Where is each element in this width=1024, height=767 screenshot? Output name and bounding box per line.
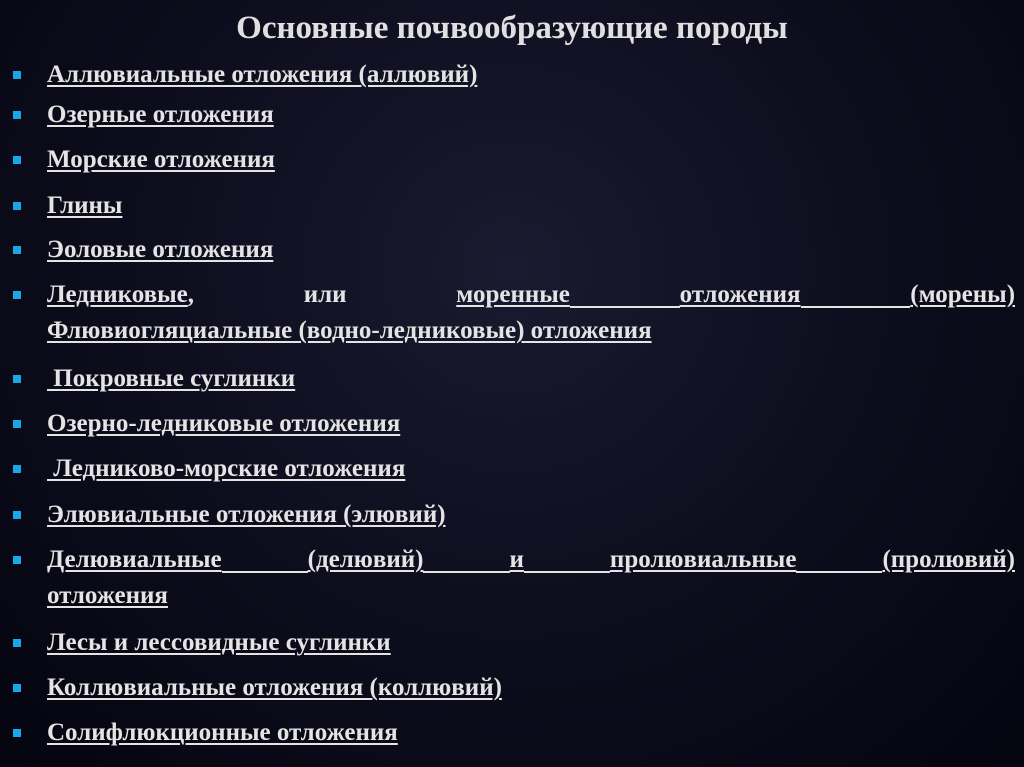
list-item-word: (морены)	[910, 281, 1016, 308]
square-bullet-icon	[13, 465, 21, 473]
square-bullet-icon	[13, 639, 21, 647]
list-item-text: Морские отложения	[47, 146, 275, 173]
list-item-word: или	[303, 281, 347, 308]
list-item-word: (делювий)	[307, 546, 424, 573]
list-item-word: моренные	[456, 281, 570, 308]
list-item-text: Покровные суглинки	[47, 365, 296, 392]
list-item-word: и	[509, 546, 524, 573]
list-item-text: Озерно-ледниковые отложения	[47, 410, 401, 437]
list-item-word: Ледниковые	[47, 281, 188, 308]
square-bullet-icon	[13, 511, 21, 519]
list-item-text: Аллювиальные отложения (аллювий)	[47, 61, 478, 88]
justified-line	[47, 277, 1015, 313]
square-bullet-icon	[13, 684, 21, 692]
list-item-word: отложения	[679, 281, 801, 308]
square-bullet-icon	[13, 556, 21, 564]
square-bullet-icon	[13, 729, 21, 737]
list-item-text: Озерные отложения	[47, 101, 274, 128]
list-item-text: Флювиогляциальные (водно-ледниковые) отложения	[47, 317, 652, 344]
list-item-text: Солифлюкционные отложения	[47, 719, 398, 746]
square-bullet-icon	[13, 156, 21, 164]
square-bullet-icon	[13, 420, 21, 428]
list-item-word: пролювиальные	[609, 546, 797, 573]
list-item-word: ,	[187, 281, 194, 308]
justified-line	[47, 542, 1015, 578]
square-bullet-icon	[13, 71, 21, 79]
list-item-text: Глины	[47, 192, 123, 219]
square-bullet-icon	[13, 202, 21, 210]
square-bullet-icon	[13, 111, 21, 119]
square-bullet-icon	[13, 375, 21, 383]
list-item-text: Коллювиальные отложения (коллювий)	[47, 674, 502, 701]
list-item-word: Делювиальные	[47, 546, 222, 573]
list-item-text: Эоловые отложения	[47, 236, 274, 263]
slide-title: Основные почвообразующие породы	[236, 10, 788, 46]
list-item-text: отложения	[47, 582, 168, 609]
square-bullet-icon	[13, 291, 21, 299]
list-item-text: Ледниково-морские отложения	[47, 455, 406, 482]
square-bullet-icon	[13, 246, 21, 254]
list-item-text: Элювиальные отложения (элювий)	[47, 501, 446, 528]
list-item-text: Лесы и лессовидные суглинки	[47, 629, 391, 656]
list-item-word: (пролювий)	[882, 546, 1016, 573]
